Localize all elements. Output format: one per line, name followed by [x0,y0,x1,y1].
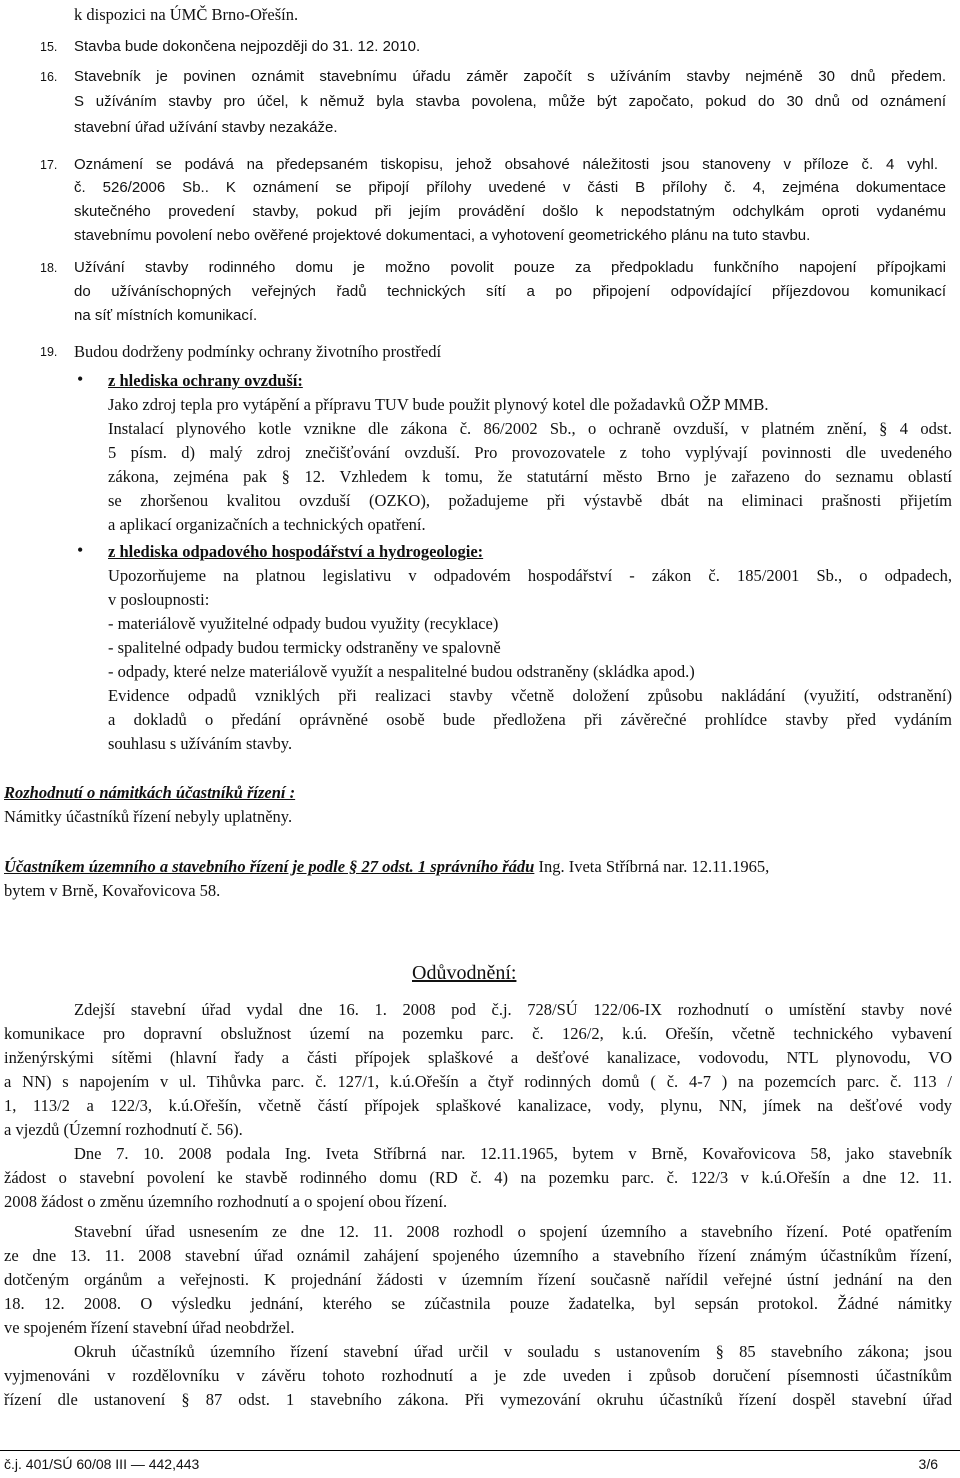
text-span: Ing. Iveta Stříbrná nar. 12.11.1965, [534,857,770,876]
text-line: Instalací plynového kotle vznikne dle zákona č. 86/2002 Sb., o ochraně ovzduší, v platném znění, § 4 odst. [108,419,952,438]
text-line: Evidence odpadů vzniklých při realizaci stavby včetně doložení způsobu nakládání (využití, odstranění) [108,686,952,705]
text-line: S užíváním stavby pro účel, k němuž byla stavba povolena, může být započato, pokud do 30 dnů od oznámení [74,93,946,110]
text-line: zákona, zejména pak § 12. Vzhledem k tomu, že statutární město Brno je zařazeno do seznamu oblastí [108,467,952,486]
section-heading: Rozhodnutí o námitkách účastníků řízení : [4,783,296,802]
text-line: Užívání stavby rodinného domu je možno povolit pouze za předpokladu funkčního napojení přípojkami [74,259,946,276]
text-line: dotčeným orgánům a veřejnosti. K projednání žádosti v územním řízení současně nařídil veřejné ústní jednání na den [4,1270,952,1289]
item-number-18: 18. [40,261,58,275]
text-line: a aplikací organizačních a technických opatření. [108,515,426,534]
text-line: Zdejší stavební úřad vydal dne 16. 1. 2008 pod č.j. 728/SÚ 122/06-IX rozhodnutí o umístění stavby nové [74,1000,952,1019]
text-line: a dokladů o předání oprávněné osobě bude předložena při závěrečné prohlídce stavby před vydáním [108,710,952,729]
text-line: Jako zdroj tepla pro vytápění a přípravu TUV bude použit plynový kotel dle požadavků OŽP MMB. [108,395,769,414]
text-line: Stavební úřad usnesením ze dne 12. 11. 2008 rozhodl o spojení územního a stavebního řízení. Poté opatřením [74,1222,952,1241]
text-line: Okruh účastníků územního řízení stavební úřad určil v souladu s ustanovením § 85 stavebního zákona; jsou [74,1342,952,1361]
page-number: 3/6 [918,1456,938,1472]
text-line: komunikace pro dopravní obslužnost území na pozemku parc. č. 126/2, k.ú. Ořešín, včetně technického vybavení [4,1024,952,1043]
text-line: souhlasu s užíváním stavby. [108,734,293,753]
item-number-15: 15. [40,40,58,54]
text-line: Námitky účastníků řízení nebyly uplatněny. [4,807,293,826]
text-line: bytem v Brně, Kovařovicova 58. [4,881,221,900]
text-line: skutečného provedení stavby, pokud při jejím provádění došlo k nepodstatným odchylkám oproti vydanému [74,203,946,220]
text-line: vyjmenováni v rozdělovníku v závěru tohoto rozhodnutí a je zde uveden i způsob doručení písemnosti účastníkům [4,1366,952,1385]
text-line: - odpady, které nelze materiálově využít a nespalitelné budou odstraněny (skládka apod.) [108,662,695,681]
text-line: žádost o stavební povolení ke stavbě rodinného domu (RD č. 4) na pozemku parc. č. 122/3 v k.ú.Ořešín a dne 12. 11. [4,1168,952,1187]
text-line: stavební úřad užívání stavby nezakáže. [74,119,338,136]
bullet-icon: • [77,369,84,389]
footer-divider [0,1450,960,1451]
text-line: - spalitelné odpady budou termicky odstraněny ve spalovně [108,638,501,657]
text-line: Oznámení se podává na předepsaném tiskopisu, jehož obsahové náležitosti jsou stanoveny v příloze č. 4 vyhl. [74,156,938,173]
text-line: 1, 113/2 a 122/3, k.ú.Ořešín, včetně částí přípojek splaškové kanalizace, vody, plynu, NN, jímek na dešťové vody [4,1096,952,1115]
text-line: Budou dodrženy podmínky ochrany životního prostředí [74,342,442,361]
text-line: 18. 12. 2008. O výsledku jednání, kterého se zúčastnila pouze žadatelka, byl sepsán protokol. Žádné námitky [4,1294,952,1313]
text-line: č. 526/2006 Sb.. K oznámení se připojí přílohy uvedené v části B přílohy č. 4, zejména dokumentace [74,179,946,196]
text-line: a NN) s napojením v ul. Tihůvka parc. č. 127/1, k.ú.Ořešín a čtyř rodinných domů ( č. 4-7 ) na pozemcích parc. č. 113 / [4,1072,952,1091]
item-number-19: 19. [40,345,58,359]
text-line: inženýrskými sítěmi (hlavní řady a části přípojek splaškové a dešťové kanalizace, vodovodu, NTL plynovodu, VO [4,1048,952,1067]
text-line: ve spojeném řízení stavební úřad neobdržel. [4,1318,295,1337]
item-number-17: 17. [40,158,58,172]
page-title: Odůvodnění: [412,962,517,984]
text-line: stavebnímu povolení nebo ověřené projektové dokumentaci, a vyhotovení geometrického plánu na tuto stavbu. [74,227,811,244]
text-line [4,856,769,878]
item-number-16: 16. [40,70,58,84]
bullet-icon: • [77,540,84,560]
text-line: v posloupnosti: [108,590,210,609]
text-line: Dne 7. 10. 2008 podala Ing. Iveta Stříbrná nar. 12.11.1965, bytem v Brně, Kovařovicova 58, jako stavebník [74,1144,952,1163]
text-line: ze dne 13. 11. 2008 stavební úřad oznámil zahájení spojeného územního a stavebního řízení známým účastníkům řízení, [4,1246,952,1265]
text-line: do užíváníschopných veřejných řadů technických sítí a po připojení odpovídající příjezdovou komunikací [74,283,946,300]
text-line: na síť místních komunikací. [74,307,258,324]
subheading: z hlediska ochrany ovzduší: [108,371,303,390]
text-line: k dispozici na ÚMČ Brno-Ořešín. [74,5,299,24]
text-line: se zhoršenou kvalitou ovzduší (OZKO), požadujeme při výstavbě dbát na eliminaci prašnosti přijetím [108,491,952,510]
subheading: z hlediska odpadového hospodářství a hydrogeologie: [108,542,484,561]
text-line: Stavba bude dokončena nejpozději do 31. 12. 2010. [74,38,421,55]
text-line: a vjezdů (Územní rozhodnutí č. 56). [4,1120,243,1139]
text-line: - materiálově využitelné odpady budou využity (recyklace) [108,614,499,633]
text-line: Upozorňujeme na platnou legislativu v odpadovém hospodářství - zákon č. 185/2001 Sb., o odpadech, [108,566,952,585]
text-line: řízení dle ustanovení § 87 odst. 1 stavebního zákona. Při vymezování okruhu účastníků řízení dospěl stavební úřad [4,1390,952,1409]
text-line: 5 písm. d) malý zdroj znečišťování ovzduší. Pro provozovatele z toho vyplývají povinnosti dle uvedeného [108,443,952,462]
text-line: 2008 žádost o změnu územního rozhodnutí a o spojení obou řízení. [4,1192,448,1211]
reference-number: č.j. 401/SÚ 60/08 III — 442,443 [4,1456,200,1472]
section-heading: Účastníkem územního a stavebního řízení je podle § 27 odst. 1 správního řádu [4,857,535,876]
text-line: Stavebník je povinen oznámit stavebnímu úřadu záměr započít s užíváním stavby nejméně 30 dnů předem. [74,68,946,85]
